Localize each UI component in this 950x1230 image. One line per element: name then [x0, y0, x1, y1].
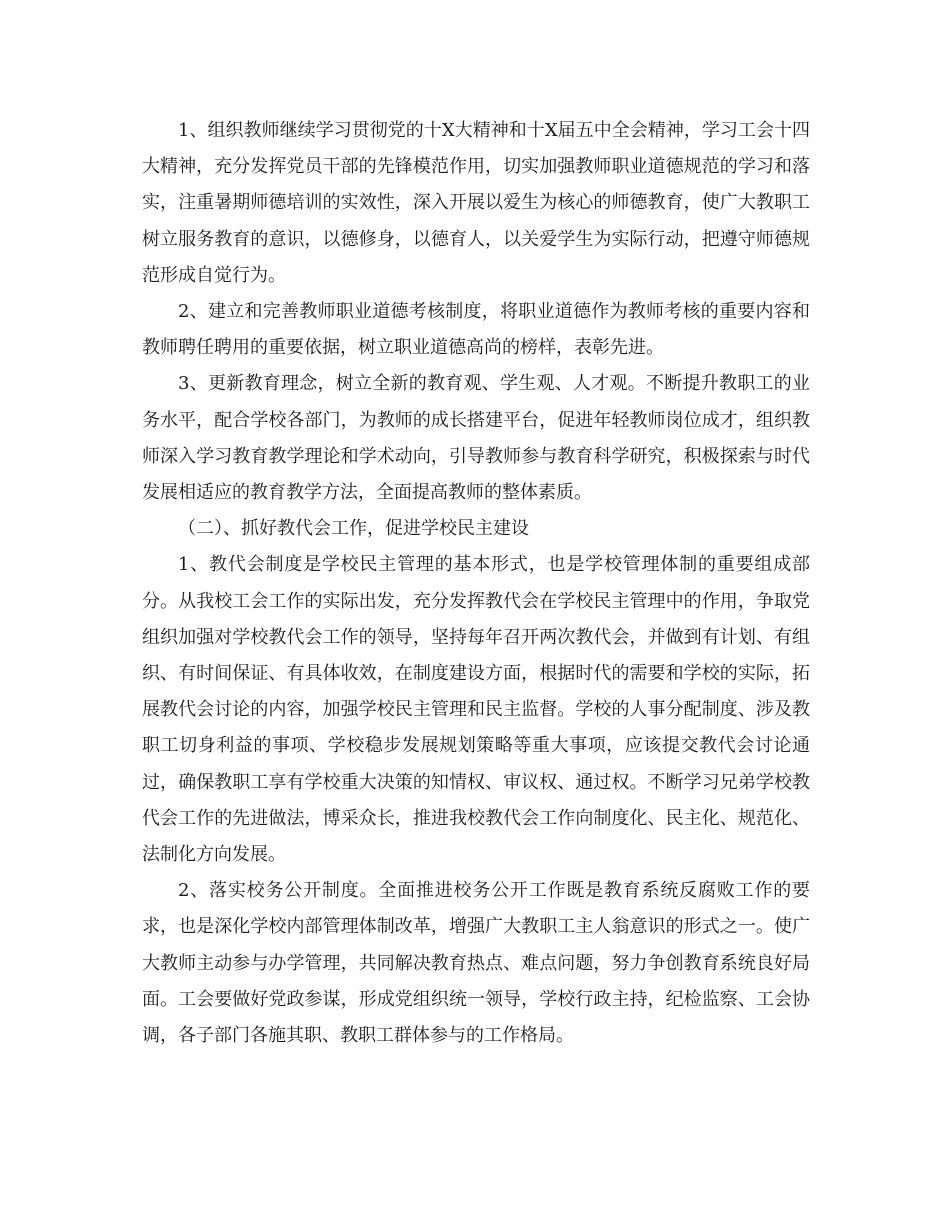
paragraph-affairs-disclosure: 2、落实校务公开制度。全面推进校务公开工作既是教育系统反腐败工作的要求，也是深化学校内部管理体制改革，增强广大教职工主人翁意识的形式之一。使广大教师主动参与办学管理，共同解决教育热点、难点问题，努力争创教育系统良好局面。工会要做好党政参谋，形成党组织统一领导，学校行政主持，纪检监察、工会协调，各子部门各施其职、教职工群体参与的工作格局。 [142, 880, 810, 1047]
document-body [142, 113, 810, 1054]
paragraph-education-concepts: 3、更新教育理念，树立全新的教育观、学生观、人才观。不断提升教职工的业务水平，配合学校各部门，为教师的成长搭建平台，促进年轻教师岗位成才，组织教师深入学习教育教学理论和学术动向，引导教师参与教育科学研究，积极探索与时代发展相适应的教育教学方法，全面提高教师的整体素质。 [142, 373, 810, 504]
paragraph-congress-system: 1、教代会制度是学校民主管理的基本形式，也是学校管理体制的重要组成部分。从我校工会工作的实际出发，充分发挥教代会在学校民主管理中的作用，争取党组织加强对学校教代会工作的领导，坚持每年召开两次教代会，并做到有计划、有组织、有时间保证、有具体收效，在制度建设方面，根据时代的需要和学校的实际，拓展教代会讨论的内容，加强学校民主管理和民主监督。学校的人事分配制度、涉及教职工切身利益的事项、学校稳步发展规划策略等重大事项，应该提交教代会讨论通过，确保教职工享有学校重大决策的知情权、审议权、通过权。不断学习兄弟学校教代会工作的先进做法，博采众长，推进我校教代会工作向制度化、民主化、规范化、法制化方向发展。 [142, 554, 810, 866]
section-heading-congress: （二）、抓好教代会工作，促进学校民主建设 [178, 518, 529, 540]
paragraph-teacher-ethics-study: 1、组织教师继续学习贯彻党的十X大精神和十X届五中全会精神，学习工会十四大精神，充分发挥党员干部的先锋模范作用，切实加强教师职业道德规范的学习和落实，注重暑期师德培训的实效性，深入开展以爱生为核心的师德教育，使广大教职工树立服务教育的意识，以德修身，以德育人，以关爱学生为实际行动，把遵守师德规范形成自觉行为。 [142, 120, 810, 286]
paragraph-ethics-assessment: 2、建立和完善教师职业道德考核制度，将职业道德作为教师考核的重要内容和教师聘任聘用的重要依据，树立职业道德高尚的榜样，表彰先进。 [142, 301, 810, 359]
